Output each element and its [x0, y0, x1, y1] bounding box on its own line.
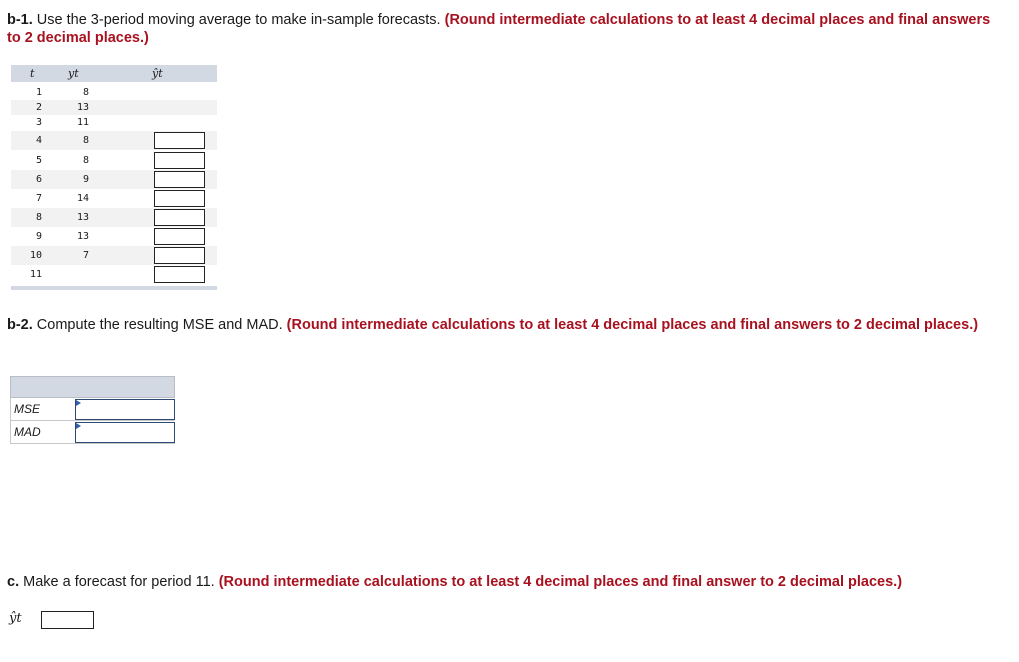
mse-label: MSE [14, 402, 41, 416]
mad-row [10, 421, 175, 444]
question-c [7, 573, 997, 591]
error-table-header [10, 376, 175, 398]
cell-t: 4 [35, 135, 42, 146]
table-row [11, 189, 217, 208]
c-text: Make a forecast for period 11. [19, 574, 219, 590]
error-table [10, 376, 175, 444]
cell-yt: 13 [76, 231, 89, 242]
table-row [11, 100, 217, 115]
cell-yt: 9 [82, 174, 89, 185]
table-row [11, 151, 217, 170]
cell-yt: 11 [76, 117, 89, 128]
b1-text: Use the 3-period moving average to make in-sample forecasts. [32, 12, 445, 28]
cell-yt: 8 [82, 87, 89, 98]
header-yt: yt [68, 67, 79, 80]
cell-yt: 13 [76, 102, 89, 113]
forecast-table [11, 65, 217, 280]
cell-t: 10 [29, 250, 42, 261]
cell-yt: 7 [82, 250, 89, 261]
b1-label: b-1. [7, 12, 33, 28]
c-label: c. [7, 574, 20, 590]
b2-label: b-2. [7, 317, 33, 333]
mse-row [10, 398, 175, 421]
forecast-input[interactable] [154, 171, 205, 188]
forecast-input[interactable] [154, 190, 205, 207]
b2-note: (Round intermediate calculations to at least 4 decimal places and final answers to 2 decimal places.) [286, 317, 979, 333]
forecast-input[interactable] [154, 266, 205, 283]
b1-note: (Round intermediate calculations to at least 4 decimal places and final answers to 2 decimal places.) [7, 12, 991, 46]
cell-yt: 13 [76, 212, 89, 223]
question-b1 [7, 11, 997, 47]
period-11-forecast-input[interactable] [41, 611, 94, 629]
table-row [11, 208, 217, 227]
forecast-table-header [11, 65, 217, 82]
table-row [11, 131, 217, 150]
table-row [11, 265, 217, 284]
cell-t: 5 [35, 155, 42, 166]
cell-t: 9 [35, 231, 42, 242]
cell-t: 7 [35, 193, 42, 204]
b2-text: Compute the resulting MSE and MAD. [32, 317, 287, 333]
cell-t: 2 [35, 102, 42, 113]
c-note: (Round intermediate calculations to at least 4 decimal places and final answer to 2 decimal places.) [218, 574, 903, 590]
cell-t: 8 [35, 212, 42, 223]
mse-input[interactable] [75, 399, 175, 420]
mad-label: MAD [14, 425, 41, 439]
table-row [11, 170, 217, 189]
cell-t: 6 [35, 174, 42, 185]
table-row [11, 246, 217, 265]
header-yhat: ŷt [152, 67, 163, 80]
cell-t: 1 [35, 87, 42, 98]
cell-yt: 14 [76, 193, 89, 204]
header-t: t [30, 67, 35, 80]
cell-t: 3 [35, 117, 42, 128]
cell-yt: 8 [82, 155, 89, 166]
table-row [11, 85, 217, 100]
forecast-input[interactable] [154, 152, 205, 169]
forecast-input[interactable] [154, 247, 205, 264]
mad-input[interactable] [75, 422, 175, 443]
forecast-input[interactable] [154, 209, 205, 226]
yhat-label: ŷt [9, 611, 22, 626]
cell-yt: 8 [82, 135, 89, 146]
forecast-input[interactable] [154, 228, 205, 245]
forecast-input[interactable] [154, 132, 205, 149]
table-row [11, 227, 217, 246]
question-b2 [7, 316, 997, 334]
forecast-table-footer [11, 286, 217, 290]
table-row [11, 115, 217, 130]
cell-t: 11 [29, 269, 42, 280]
